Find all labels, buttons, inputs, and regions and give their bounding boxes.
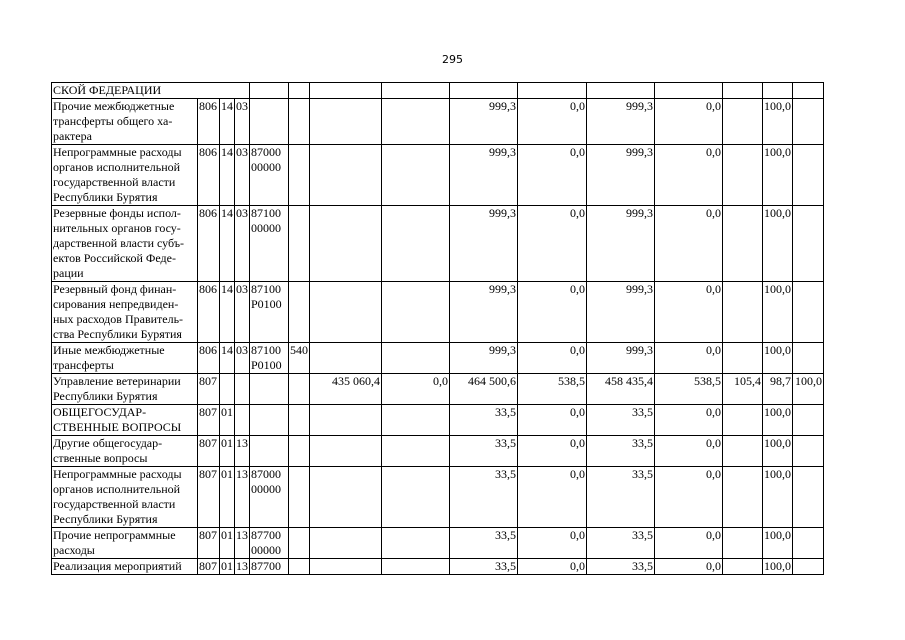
- row-name-cell: ОБЩЕГОСУДАР- СТВЕННЫЕ ВОПРОСЫ: [52, 405, 198, 436]
- row-name-cell: Иные межбюджетные трансферты: [52, 343, 198, 374]
- code-cell: 01: [220, 436, 235, 467]
- value-cell: 33,5: [450, 467, 518, 528]
- code-cell: 807: [198, 559, 220, 575]
- code-cell: [289, 528, 310, 559]
- table-row: [52, 467, 824, 528]
- value-cell: [723, 528, 763, 559]
- value-cell: [793, 559, 824, 575]
- code-cell: 03: [235, 343, 250, 374]
- value-cell: [723, 559, 763, 575]
- code-cell: 03: [235, 282, 250, 343]
- value-cell: [793, 99, 824, 145]
- value-cell: [310, 145, 382, 206]
- code-cell: 14: [220, 99, 235, 145]
- value-cell: 100,0: [763, 528, 793, 559]
- header-row: [52, 83, 824, 99]
- budget-table: [51, 82, 824, 575]
- code-cell: 806: [198, 145, 220, 206]
- code-cell: 87100 Р0100: [250, 282, 289, 343]
- table-row: [52, 405, 824, 436]
- code-cell: 14: [220, 206, 235, 282]
- code-cell: [250, 405, 289, 436]
- code-cell: 807: [198, 405, 220, 436]
- value-cell: [382, 282, 450, 343]
- code-cell: 13: [235, 467, 250, 528]
- row-name-cell: Другие общегосудар- ственные вопросы: [52, 436, 198, 467]
- table-row: [52, 343, 824, 374]
- value-cell: 98,7: [763, 374, 793, 405]
- code-cell: 807: [198, 528, 220, 559]
- code-cell: [289, 467, 310, 528]
- code-cell: 03: [235, 99, 250, 145]
- value-cell: [793, 206, 824, 282]
- code-cell: 13: [235, 436, 250, 467]
- value-cell: 100,0: [763, 467, 793, 528]
- value-cell: 33,5: [450, 436, 518, 467]
- code-cell: [235, 405, 250, 436]
- code-cell: 01: [220, 467, 235, 528]
- value-cell: [793, 145, 824, 206]
- code-cell: 806: [198, 282, 220, 343]
- value-cell: 999,3: [587, 145, 655, 206]
- value-cell: [382, 528, 450, 559]
- value-cell: [793, 405, 824, 436]
- value-cell: [382, 559, 450, 575]
- value-cell: [793, 467, 824, 528]
- code-cell: 87000 00000: [250, 467, 289, 528]
- code-cell: [250, 436, 289, 467]
- code-cell: [289, 206, 310, 282]
- value-cell: 33,5: [587, 436, 655, 467]
- code-cell: [289, 374, 310, 405]
- value-cell: [723, 405, 763, 436]
- code-cell: 87700: [250, 559, 289, 575]
- row-name-cell: Резервный фонд финан- сирования непредвиден- ных расходов Правитель- ства Республики Бурятия: [52, 282, 198, 343]
- table-row: [52, 374, 824, 405]
- value-cell: 435 060,4: [310, 374, 382, 405]
- value-cell: 0,0: [382, 374, 450, 405]
- value-cell: 0,0: [518, 436, 587, 467]
- row-name-cell: Прочие межбюджетные трансферты общего ха- рактера: [52, 99, 198, 145]
- value-cell: 0,0: [655, 343, 723, 374]
- value-cell: 538,5: [518, 374, 587, 405]
- value-cell: [723, 343, 763, 374]
- value-cell: 538,5: [655, 374, 723, 405]
- value-cell: [310, 559, 382, 575]
- code-cell: 540: [289, 343, 310, 374]
- value-cell: 0,0: [518, 343, 587, 374]
- value-cell: [310, 405, 382, 436]
- row-name-cell: Прочие непрограммные расходы: [52, 528, 198, 559]
- value-cell: [310, 436, 382, 467]
- table-row: [52, 282, 824, 343]
- code-cell: 14: [220, 145, 235, 206]
- value-cell: [382, 206, 450, 282]
- value-cell: 0,0: [655, 99, 723, 145]
- value-cell: [310, 467, 382, 528]
- code-cell: 807: [198, 374, 220, 405]
- value-cell: 999,3: [450, 145, 518, 206]
- code-cell: 13: [236, 559, 248, 573]
- value-cell: 100,0: [763, 99, 793, 145]
- value-cell: [382, 343, 450, 374]
- code-cell: 01: [221, 559, 233, 573]
- value-cell: 33,5: [450, 528, 518, 559]
- value-cell: [723, 206, 763, 282]
- value-cell: [382, 99, 450, 145]
- code-cell: [250, 99, 289, 145]
- value-cell: 33,5: [587, 559, 655, 575]
- code-cell: [289, 436, 310, 467]
- row-name-cell: Непрограммные расходы органов исполнительной государственной власти Республики Бурятия: [52, 145, 198, 206]
- value-cell: [793, 343, 824, 374]
- value-cell: 100,0: [763, 436, 793, 467]
- code-cell: 87700 00000: [250, 528, 289, 559]
- code-cell: 806: [198, 206, 220, 282]
- value-cell: [793, 528, 824, 559]
- table-row: [52, 206, 824, 282]
- value-cell: 100,0: [763, 343, 793, 374]
- value-cell: [723, 436, 763, 467]
- value-cell: 33,5: [587, 528, 655, 559]
- code-cell: 806: [198, 99, 220, 145]
- table-row: [52, 436, 824, 467]
- value-cell: 0,0: [518, 282, 587, 343]
- value-cell: 0,0: [655, 436, 723, 467]
- table-row: [52, 528, 824, 559]
- value-cell: [310, 343, 382, 374]
- code-cell: [220, 374, 235, 405]
- value-cell: 999,3: [587, 343, 655, 374]
- code-cell: 87100 00000: [250, 206, 289, 282]
- value-cell: 999,3: [450, 343, 518, 374]
- value-cell: 999,3: [450, 282, 518, 343]
- value-cell: [382, 467, 450, 528]
- row-name-cell: Резервные фонды испол- нительных органов госу- дарственной власти субъ- ектов Российской Феде- рации: [52, 206, 198, 282]
- value-cell: [723, 99, 763, 145]
- value-cell: 0,0: [518, 405, 587, 436]
- value-cell: [723, 467, 763, 528]
- value-cell: 100,0: [763, 282, 793, 343]
- code-cell: 01: [220, 405, 235, 436]
- value-cell: [382, 145, 450, 206]
- value-cell: 0,0: [655, 145, 723, 206]
- code-cell: [289, 282, 310, 343]
- value-cell: 0,0: [655, 467, 723, 528]
- code-cell: [289, 559, 310, 575]
- value-cell: 100,0: [764, 559, 791, 573]
- code-cell: 87100 Р0100: [250, 343, 289, 374]
- code-cell: 03: [235, 206, 250, 282]
- value-cell: 0,0: [655, 282, 723, 343]
- code-cell: [289, 145, 310, 206]
- value-cell: [793, 282, 824, 343]
- code-cell: 807: [198, 436, 220, 467]
- value-cell: 105,4: [723, 374, 763, 405]
- code-cell: [289, 99, 310, 145]
- row-name-cell: Управление ветеринарии Республики Бурятия: [52, 374, 198, 405]
- value-cell: 0,0: [518, 206, 587, 282]
- value-cell: 100,0: [763, 145, 793, 206]
- value-cell: 999,3: [450, 99, 518, 145]
- code-cell: 01: [220, 528, 235, 559]
- value-cell: [723, 145, 763, 206]
- value-cell: [310, 99, 382, 145]
- code-cell: 14: [220, 343, 235, 374]
- value-cell: 0,0: [655, 206, 723, 282]
- value-cell: [310, 206, 382, 282]
- code-cell: 13: [235, 528, 250, 559]
- value-cell: 999,3: [587, 99, 655, 145]
- value-cell: 0,0: [518, 145, 587, 206]
- value-cell: 0,0: [655, 528, 723, 559]
- value-cell: [382, 405, 450, 436]
- value-cell: 0,0: [518, 99, 587, 145]
- value-cell: [310, 282, 382, 343]
- value-cell: 999,3: [587, 206, 655, 282]
- page-number: 295: [442, 53, 463, 66]
- table-row: [52, 145, 824, 206]
- code-cell: [289, 405, 310, 436]
- value-cell: 33,5: [450, 559, 518, 575]
- code-cell: 03: [235, 145, 250, 206]
- code-cell: 806: [198, 343, 220, 374]
- code-cell: 14: [220, 282, 235, 343]
- value-cell: 0,0: [655, 559, 723, 575]
- value-cell: [723, 282, 763, 343]
- value-cell: 33,5: [587, 467, 655, 528]
- code-cell: [235, 374, 250, 405]
- value-cell: [793, 436, 824, 467]
- value-cell: 0,0: [518, 467, 587, 528]
- value-cell: 33,5: [450, 405, 518, 436]
- row-name-cell: Реализация мероприятий: [52, 559, 198, 575]
- value-cell: 464 500,6: [450, 374, 518, 405]
- first-row-text: СКОЙ ФЕДЕРАЦИИ: [52, 83, 250, 99]
- code-cell: 807: [198, 467, 220, 528]
- value-cell: 999,3: [450, 206, 518, 282]
- value-cell: [382, 436, 450, 467]
- value-cell: [310, 528, 382, 559]
- value-cell: 0,0: [518, 528, 587, 559]
- row-name-cell: Непрограммные расходы органов исполнительной государственной власти Республики Бурятия: [52, 467, 198, 528]
- value-cell: 999,3: [587, 282, 655, 343]
- table-row: [52, 559, 824, 575]
- value-cell: 33,5: [587, 405, 655, 436]
- value-cell: 0,0: [518, 559, 587, 575]
- code-cell: [250, 374, 289, 405]
- code-cell: 87000 00000: [250, 145, 289, 206]
- value-cell: 100,0: [763, 405, 793, 436]
- value-cell: 100,0: [793, 374, 824, 405]
- value-cell: 0,0: [655, 405, 723, 436]
- value-cell: 458 435,4: [587, 374, 655, 405]
- table-row: [52, 99, 824, 145]
- value-cell: 100,0: [763, 206, 793, 282]
